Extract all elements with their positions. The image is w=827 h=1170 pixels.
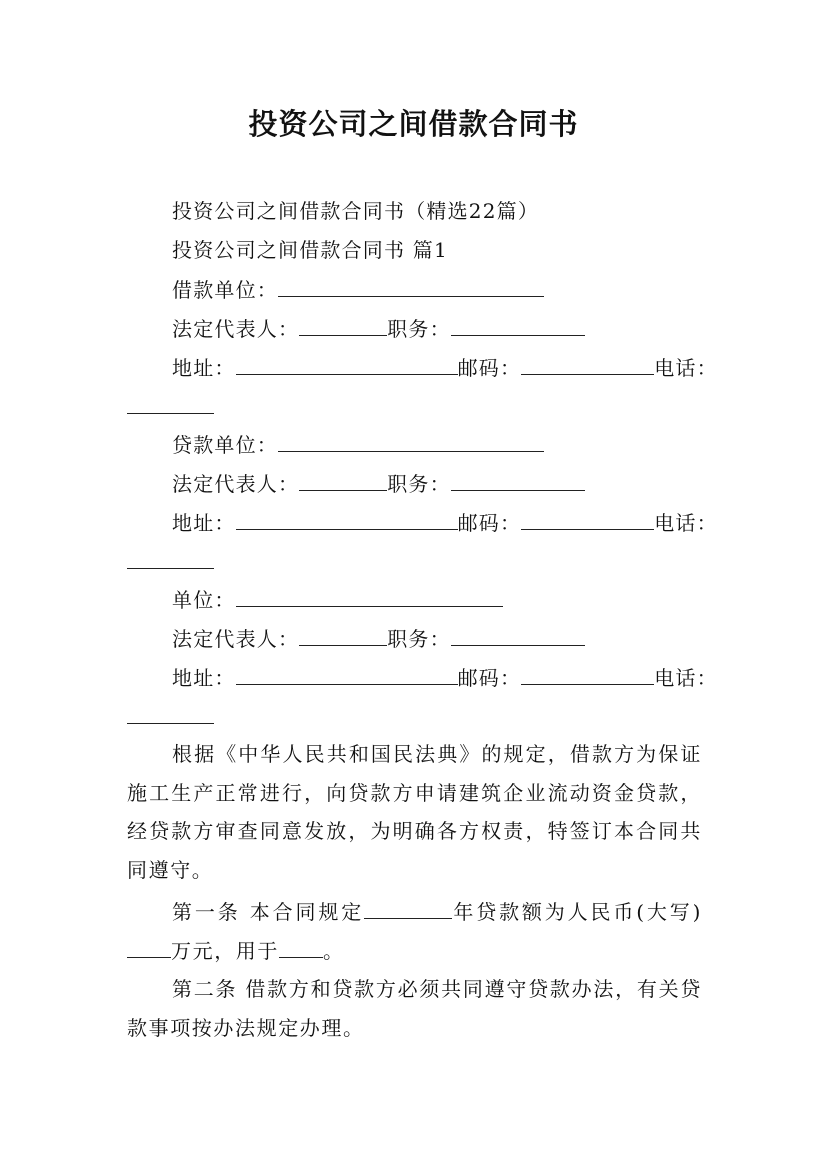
borrower-address-blank bbox=[236, 352, 458, 375]
lender-phone-blank bbox=[127, 546, 214, 569]
borrower-postcode-blank bbox=[521, 352, 654, 375]
lender-rep-line bbox=[172, 468, 585, 499]
article-1-purpose-blank bbox=[279, 935, 323, 958]
article-1-text-b: 年贷款额为人民币(大写) bbox=[452, 900, 702, 924]
borrower-unit-line bbox=[172, 274, 544, 305]
borrower-address-label: 地址： bbox=[172, 356, 236, 380]
borrower-unit-label: 借款单位： bbox=[172, 278, 278, 302]
lender-rep-blank bbox=[299, 468, 387, 491]
lender-address-blank bbox=[236, 507, 458, 530]
borrower-rep-label: 法定代表人： bbox=[172, 317, 300, 341]
third-phone-line bbox=[127, 701, 214, 732]
borrower-phone-line bbox=[127, 391, 214, 422]
third-phone-blank bbox=[127, 701, 214, 724]
lender-postcode-blank bbox=[521, 507, 654, 530]
article-1-year-blank bbox=[364, 896, 452, 919]
borrower-position-blank bbox=[451, 313, 585, 336]
lender-position-label: 职务： bbox=[387, 472, 451, 496]
borrower-rep-blank bbox=[299, 313, 387, 336]
lender-position-blank bbox=[451, 468, 585, 491]
third-postcode-label: 邮码： bbox=[457, 666, 522, 690]
lender-rep-label: 法定代表人： bbox=[172, 472, 300, 496]
borrower-position-label: 职务： bbox=[387, 317, 451, 341]
third-phone-label: 电话： bbox=[654, 666, 718, 690]
lender-phone-line bbox=[127, 546, 214, 577]
article-1-text-d: 。 bbox=[323, 938, 345, 963]
preamble-paragraph: 根据《中华人民共和国民法典》的规定，借款方为保证施工生产正常进行，向贷款方申请建筑企业流动资金贷款，经贷款方审查同意发放，为明确各方权责，特签订本合同共同遵守。 bbox=[127, 742, 702, 882]
third-unit-line bbox=[172, 584, 503, 615]
article-1-paragraph bbox=[127, 893, 702, 970]
third-address-line bbox=[172, 662, 718, 693]
third-unit-label: 单位： bbox=[172, 588, 236, 612]
third-position-label: 职务： bbox=[387, 627, 451, 651]
article-1-text-a: 第一条 本合同规定 bbox=[172, 900, 365, 924]
third-position-blank bbox=[451, 623, 585, 646]
section-heading: 投资公司之间借款合同书 篇1 bbox=[172, 238, 448, 262]
borrower-unit-blank bbox=[278, 274, 544, 297]
third-postcode-blank bbox=[521, 662, 654, 685]
borrower-postcode-label: 邮码： bbox=[457, 356, 522, 380]
lender-phone-label: 电话： bbox=[654, 511, 718, 535]
lender-unit-line bbox=[172, 429, 544, 460]
third-rep-line bbox=[172, 623, 585, 654]
third-rep-blank bbox=[299, 623, 387, 646]
lender-address-line bbox=[172, 507, 718, 538]
article-2-paragraph: 第二条 借款方和贷款方必须共同遵守贷款办法，有关贷款事项按办法规定办理。 bbox=[127, 977, 702, 1040]
lender-unit-blank bbox=[278, 429, 544, 452]
article-1-text-c: 万元，用于 bbox=[171, 938, 279, 963]
third-address-blank bbox=[236, 662, 458, 685]
third-unit-blank bbox=[236, 584, 503, 607]
borrower-address-line bbox=[172, 352, 718, 383]
borrower-phone-blank bbox=[127, 391, 214, 414]
borrower-rep-line bbox=[172, 313, 585, 344]
article-1-amount-blank bbox=[127, 935, 171, 958]
document-title: 投资公司之间借款合同书 bbox=[248, 107, 579, 141]
lender-unit-label: 贷款单位： bbox=[172, 433, 278, 457]
lender-address-label: 地址： bbox=[172, 511, 236, 535]
lender-postcode-label: 邮码： bbox=[457, 511, 522, 535]
third-address-label: 地址： bbox=[172, 666, 236, 690]
third-rep-label: 法定代表人： bbox=[172, 627, 300, 651]
document-subtitle: 投资公司之间借款合同书（精选22篇） bbox=[172, 199, 540, 223]
borrower-phone-label: 电话： bbox=[654, 356, 718, 380]
